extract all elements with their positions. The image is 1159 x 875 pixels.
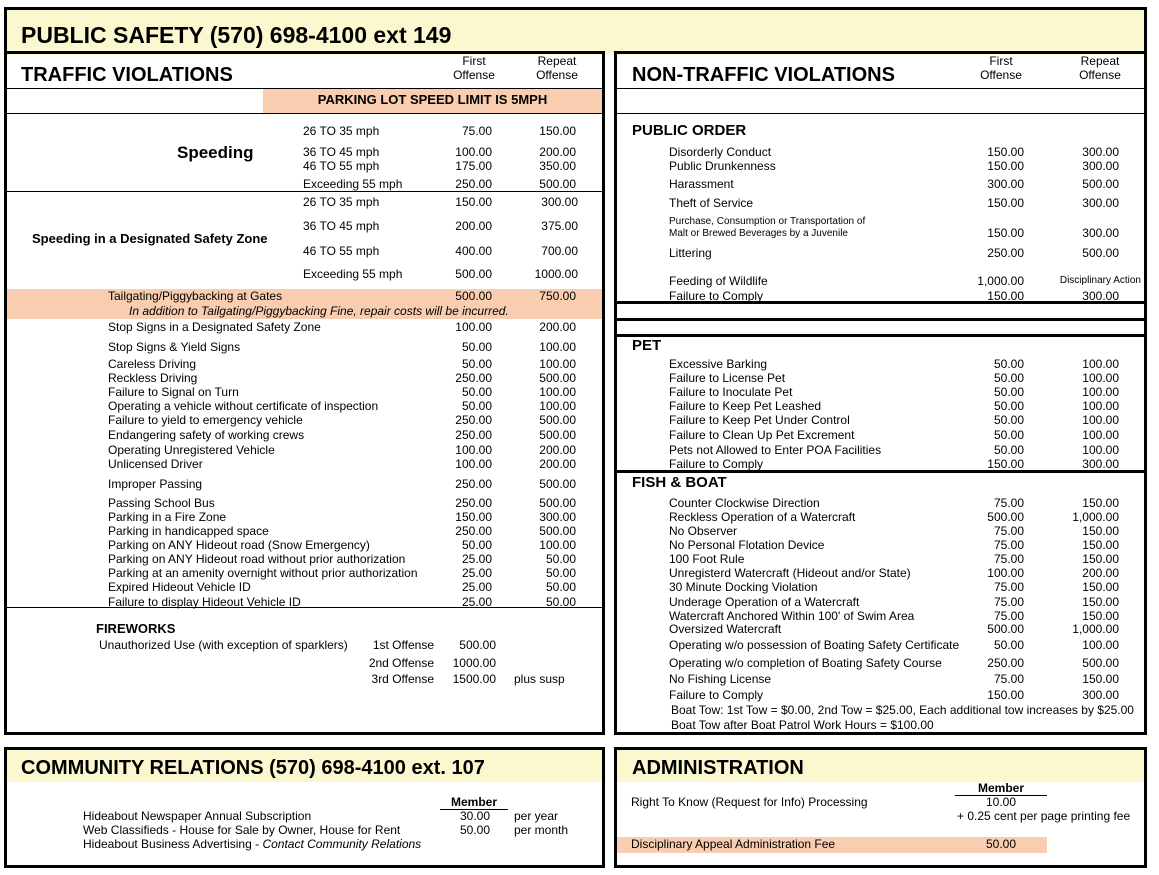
pet-first: 50.00	[993, 385, 1024, 399]
speed-limit-banner: PARKING LOT SPEED LIMIT IS 5MPH	[263, 89, 602, 113]
community-relations-title: COMMUNITY RELATIONS (570) 698-4100 ext. 107	[21, 757, 485, 779]
fish-boat-first: 250.00	[987, 656, 1024, 670]
fish-boat-first: 75.00	[993, 496, 1024, 510]
safety-zone-first: 500.00	[455, 267, 492, 281]
public-order-title: PUBLIC ORDER	[632, 122, 747, 139]
rtk-amount: 10.00	[985, 795, 1017, 809]
public-order-label: Purchase, Consumption or Transportation of Malt or Brewed Beverages by a Juvenile	[669, 216, 866, 239]
fish-boat-title: FISH & BOAT	[632, 474, 727, 491]
pet-label: Failure to Comply	[669, 457, 764, 471]
community-item-amount: 50.00	[459, 823, 490, 837]
boat-tow-note-2: Boat Tow after Boat Patrol Work Hours = $100.00	[671, 718, 934, 732]
divider	[617, 88, 1144, 89]
speeding-repeat: 500.00	[539, 177, 576, 191]
pet-title: PET	[632, 337, 662, 354]
traffic-violation-first: 50.00	[461, 538, 492, 552]
tailgating-first: 500.00	[455, 289, 492, 303]
traffic-violation-label: Failure to yield to emergency vehicle	[108, 413, 303, 427]
fish-boat-label: Operating w/o completion of Boating Safety Course	[669, 656, 942, 670]
fish-boat-label: No Observer	[669, 524, 738, 538]
traffic-violation-label: Endangering safety of working crews	[108, 428, 305, 442]
pet-first: 50.00	[993, 413, 1024, 427]
divider	[617, 301, 1144, 304]
pet-label: Failure to Inoculate Pet	[669, 385, 793, 399]
traffic-violations-title: TRAFFIC VIOLATIONS	[21, 64, 233, 86]
rtk-note: + 0.25 cent per page printing fee	[957, 809, 1131, 823]
community-item-amount: 30.00	[459, 809, 490, 823]
safety-zone-first: 400.00	[455, 244, 492, 258]
nontraffic-violations-title: NON-TRAFFIC VIOLATIONS	[632, 64, 895, 86]
pet-first: 50.00	[993, 443, 1024, 457]
community-item-unit: per month	[514, 823, 569, 837]
pet-first: 50.00	[993, 357, 1024, 371]
public-order-label: Failure to Comply	[669, 289, 764, 303]
public-order-repeat: 300.00	[1082, 196, 1119, 210]
speeding-first: 75.00	[461, 124, 492, 138]
traffic-violation-label: Failure to Signal on Turn	[108, 385, 239, 399]
traffic-violation-repeat: 50.00	[545, 566, 576, 580]
fish-boat-repeat: 150.00	[1082, 496, 1119, 510]
fish-boat-repeat: 150.00	[1082, 580, 1119, 594]
community-item-label: Web Classifieds - House for Sale by Owner, House for Rent	[83, 823, 401, 837]
traffic-violation-first: 50.00	[461, 340, 492, 354]
traffic-violation-repeat: 100.00	[539, 340, 576, 354]
public-order-first: 1,000.00	[977, 274, 1024, 288]
fish-boat-repeat: 150.00	[1082, 672, 1119, 686]
pet-first: 50.00	[993, 428, 1024, 442]
fish-boat-label: Unregisterd Watercraft (Hideout and/or State)	[669, 566, 911, 580]
fish-boat-repeat: 200.00	[1082, 566, 1119, 580]
pet-label: Excessive Barking	[669, 357, 768, 371]
traffic-col-repeat: Repeat Offense	[536, 54, 578, 82]
fireworks-amount: 1500.00	[452, 672, 496, 686]
traffic-violation-first: 250.00	[455, 413, 492, 427]
public-order-first: 150.00	[987, 159, 1024, 173]
traffic-violation-first: 100.00	[455, 320, 492, 334]
traffic-violation-label: Parking on ANY Hideout road without prior authorization	[108, 552, 406, 566]
nontraffic-col-repeat: Repeat Offense	[1079, 54, 1121, 82]
fish-boat-label: Failure to Comply	[669, 688, 764, 702]
traffic-violation-repeat: 500.00	[539, 496, 576, 510]
public-order-repeat: 500.00	[1082, 246, 1119, 260]
traffic-violation-first: 250.00	[455, 496, 492, 510]
fish-boat-first: 100.00	[987, 566, 1024, 580]
fish-boat-label: No Personal Flotation Device	[669, 538, 825, 552]
safety-zone-range: 46 TO 55 mph	[303, 244, 380, 258]
fireworks-extra: plus susp	[514, 672, 565, 686]
traffic-violation-label: Parking at an amenity overnight without prior authorization	[108, 566, 418, 580]
fish-boat-repeat: 1,000.00	[1072, 510, 1119, 524]
fish-boat-first: 50.00	[993, 638, 1024, 652]
speeding-range: 46 TO 55 mph	[303, 159, 380, 173]
traffic-violation-first: 150.00	[455, 510, 492, 524]
traffic-violation-first: 100.00	[455, 457, 492, 471]
community-member-label: Member	[450, 795, 497, 809]
pet-label: Pets not Allowed to Enter POA Facilities	[669, 443, 882, 457]
speeding-first: 175.00	[455, 159, 492, 173]
traffic-violation-first: 50.00	[461, 357, 492, 371]
traffic-violation-label: Passing School Bus	[108, 496, 215, 510]
fish-boat-first: 75.00	[993, 538, 1024, 552]
traffic-violation-label: Stop Signs & Yield Signs	[108, 340, 241, 354]
fish-boat-label: Underage Operation of a Watercraft	[669, 595, 860, 609]
safety-zone-first: 150.00	[455, 195, 492, 209]
community-item-unit: per year	[514, 809, 559, 823]
traffic-violation-label: Operating Unregistered Vehicle	[108, 443, 275, 457]
safety-zone-range: 26 TO 35 mph	[303, 195, 380, 209]
fish-boat-label: Reckless Operation of a Watercraft	[669, 510, 856, 524]
traffic-violation-repeat: 50.00	[545, 595, 576, 609]
public-order-first: 150.00	[987, 145, 1024, 159]
pet-first: 150.00	[987, 457, 1024, 471]
public-order-first: 150.00	[987, 196, 1024, 210]
public-order-repeat: 300.00	[1082, 226, 1119, 240]
traffic-violation-repeat: 100.00	[539, 357, 576, 371]
public-order-first: 300.00	[987, 177, 1024, 191]
traffic-violation-first: 100.00	[455, 443, 492, 457]
traffic-violation-label: Parking in a Fire Zone	[108, 510, 227, 524]
safety-zone-repeat: 375.00	[541, 219, 578, 233]
tailgating-label: Tailgating/Piggybacking at Gates	[108, 289, 283, 303]
traffic-violation-label: Unlicensed Driver	[108, 457, 203, 471]
pet-repeat: 100.00	[1082, 371, 1119, 385]
traffic-violation-repeat: 100.00	[539, 538, 576, 552]
safety-zone-first: 200.00	[455, 219, 492, 233]
pet-repeat: 100.00	[1082, 399, 1119, 413]
advertising-contact: Contact Community Relations	[262, 837, 422, 851]
tailgating-note: In addition to Tailgating/Piggybacking Fine, repair costs will be incurred.	[129, 304, 509, 318]
traffic-violation-repeat: 200.00	[539, 443, 576, 457]
fireworks-offense: 1st Offense	[372, 638, 434, 652]
traffic-violation-repeat: 500.00	[539, 477, 576, 491]
fish-boat-repeat: 300.00	[1082, 688, 1119, 702]
traffic-violation-repeat: 500.00	[539, 428, 576, 442]
public-order-label: Public Drunkenness	[669, 159, 776, 173]
advertising-label: Hideabout Business Advertising -	[83, 837, 263, 851]
traffic-violation-first: 250.00	[455, 477, 492, 491]
speeding-range: 26 TO 35 mph	[303, 124, 380, 138]
fireworks-offense: 3rd Offense	[371, 672, 434, 686]
traffic-violation-first: 50.00	[461, 399, 492, 413]
traffic-violation-repeat: 200.00	[539, 457, 576, 471]
public-order-first: 150.00	[987, 226, 1024, 240]
fish-boat-repeat: 500.00	[1082, 656, 1119, 670]
page-title: PUBLIC SAFETY (570) 698-4100 ext 149	[21, 22, 452, 48]
public-order-label: Disorderly Conduct	[669, 145, 772, 159]
public-order-repeat: Disciplinary Action	[1059, 275, 1141, 286]
traffic-violation-label: Failure to display Hideout Vehicle ID	[108, 595, 301, 609]
fish-boat-first: 75.00	[993, 609, 1024, 623]
fish-boat-repeat: 150.00	[1082, 595, 1119, 609]
fish-boat-first: 75.00	[993, 672, 1024, 686]
divider	[617, 470, 1144, 473]
speeding-first: 100.00	[455, 145, 492, 159]
safety-zone-label: Speeding in a Designated Safety Zone	[32, 231, 268, 246]
traffic-violation-repeat: 200.00	[539, 320, 576, 334]
fish-boat-first: 75.00	[993, 524, 1024, 538]
divider	[7, 607, 602, 608]
public-order-repeat: 500.00	[1082, 177, 1119, 191]
safety-zone-repeat: 300.00	[541, 195, 578, 209]
fish-boat-label: Oversized Watercraft	[669, 622, 782, 636]
fish-boat-first: 75.00	[993, 552, 1024, 566]
pet-label: Failure to License Pet	[669, 371, 786, 385]
fish-boat-label: Counter Clockwise Direction	[669, 496, 820, 510]
pet-label: Failure to Keep Pet Leashed	[669, 399, 822, 413]
safety-zone-repeat: 1000.00	[534, 267, 578, 281]
safety-zone-range: 36 TO 45 mph	[303, 219, 380, 233]
pet-first: 50.00	[993, 371, 1024, 385]
traffic-violation-first: 25.00	[461, 566, 492, 580]
speeding-repeat: 350.00	[539, 159, 576, 173]
nontraffic-col-first: First Offense	[980, 54, 1022, 82]
traffic-violation-first: 50.00	[461, 385, 492, 399]
fish-boat-first: 75.00	[993, 595, 1024, 609]
fish-boat-label: No Fishing License	[669, 672, 772, 686]
fireworks-label: Unauthorized Use (with exception of sparklers)	[99, 638, 348, 652]
traffic-violation-first: 250.00	[455, 524, 492, 538]
public-order-repeat: 300.00	[1082, 289, 1119, 303]
fish-boat-label: 100 Foot Rule	[669, 552, 745, 566]
business-advertising-row	[83, 837, 421, 851]
traffic-violation-label: Stop Signs in a Designated Safety Zone	[108, 320, 321, 334]
administration-title: ADMINISTRATION	[632, 757, 804, 779]
pet-repeat: 100.00	[1082, 385, 1119, 399]
pet-label: Failure to Keep Pet Under Control	[669, 413, 850, 427]
fish-boat-repeat: 150.00	[1082, 524, 1119, 538]
fish-boat-first: 150.00	[987, 688, 1024, 702]
public-order-label: Feeding of Wildlife	[669, 274, 768, 288]
appeal-amount: 50.00	[985, 837, 1017, 851]
fish-boat-repeat: 100.00	[1082, 638, 1119, 652]
traffic-violation-repeat: 500.00	[539, 413, 576, 427]
pet-repeat: 100.00	[1082, 428, 1119, 442]
safety-zone-repeat: 700.00	[541, 244, 578, 258]
tailgating-repeat: 750.00	[539, 289, 576, 303]
fireworks-title: FIREWORKS	[96, 621, 176, 636]
traffic-col-first: First Offense	[453, 54, 495, 82]
traffic-violation-first: 25.00	[461, 580, 492, 594]
traffic-violation-label: Reckless Driving	[108, 371, 198, 385]
public-order-label: Littering	[669, 246, 712, 260]
fireworks-offense: 2nd Offense	[368, 656, 434, 670]
divider	[617, 334, 1144, 337]
public-order-repeat: 300.00	[1082, 145, 1119, 159]
traffic-violation-first: 250.00	[455, 428, 492, 442]
traffic-violation-repeat: 500.00	[539, 524, 576, 538]
fish-boat-label: Operating w/o possession of Boating Safety Certificate	[669, 638, 960, 652]
public-order-first: 150.00	[987, 289, 1024, 303]
speeding-range: Exceeding 55 mph	[303, 177, 403, 191]
pet-repeat: 100.00	[1082, 443, 1119, 457]
fish-boat-repeat: 150.00	[1082, 538, 1119, 552]
community-item-label: Hideabout Newspaper Annual Subscription	[83, 809, 312, 823]
fish-boat-repeat: 150.00	[1082, 609, 1119, 623]
speeding-repeat: 150.00	[539, 124, 576, 138]
fish-boat-first: 75.00	[993, 580, 1024, 594]
fireworks-amount: 500.00	[459, 638, 496, 652]
traffic-violation-label: Careless Driving	[108, 357, 197, 371]
fish-boat-repeat: 150.00	[1082, 552, 1119, 566]
boat-tow-note-1: Boat Tow: 1st Tow = $0.00, 2nd Tow = $25.00, Each additional tow increases by $25.00	[671, 703, 1134, 717]
traffic-violation-label: Parking on ANY Hideout road (Snow Emergency)	[108, 538, 370, 552]
fireworks-amount: 1000.00	[452, 656, 496, 670]
fish-boat-first: 500.00	[987, 510, 1024, 524]
safety-zone-range: Exceeding 55 mph	[303, 267, 403, 281]
traffic-violation-label: Expired Hideout Vehicle ID	[108, 580, 251, 594]
public-order-label: Theft of Service	[669, 196, 754, 210]
speeding-range: 36 TO 45 mph	[303, 145, 380, 159]
pet-repeat: 100.00	[1082, 413, 1119, 427]
traffic-violation-first: 25.00	[461, 595, 492, 609]
speeding-label: Speeding	[177, 143, 254, 162]
fish-boat-repeat: 1,000.00	[1072, 622, 1119, 636]
divider	[7, 191, 602, 192]
traffic-violation-repeat: 50.00	[545, 580, 576, 594]
pet-first: 50.00	[993, 399, 1024, 413]
public-order-label: Harassment	[669, 177, 734, 191]
public-order-first: 250.00	[987, 246, 1024, 260]
fish-boat-label: Watercraft Anchored Within 100' of Swim Area	[669, 609, 915, 623]
rtk-label: Right To Know (Request for Info) Processing	[631, 795, 868, 809]
fish-boat-first: 500.00	[987, 622, 1024, 636]
traffic-violation-repeat: 300.00	[539, 510, 576, 524]
traffic-violation-label: Operating a vehicle without certificate of inspection	[108, 399, 379, 413]
traffic-violation-repeat: 100.00	[539, 385, 576, 399]
traffic-violation-repeat: 500.00	[539, 371, 576, 385]
pet-repeat: 300.00	[1082, 457, 1119, 471]
divider	[617, 113, 1144, 114]
divider	[617, 318, 1144, 321]
admin-member-label: Member	[977, 781, 1024, 795]
public-order-repeat: 300.00	[1082, 159, 1119, 173]
traffic-violation-label: Improper Passing	[108, 477, 203, 491]
divider	[7, 113, 602, 114]
pet-label: Failure to Clean Up Pet Excrement	[669, 428, 855, 442]
appeal-label: Disciplinary Appeal Administration Fee	[631, 837, 836, 851]
fish-boat-label: 30 Minute Docking Violation	[669, 580, 818, 594]
pet-repeat: 100.00	[1082, 357, 1119, 371]
speeding-first: 250.00	[455, 177, 492, 191]
traffic-violation-repeat: 100.00	[539, 399, 576, 413]
traffic-violation-first: 25.00	[461, 552, 492, 566]
traffic-violation-repeat: 50.00	[545, 552, 576, 566]
traffic-violation-label: Parking in handicapped space	[108, 524, 269, 538]
speeding-repeat: 200.00	[539, 145, 576, 159]
traffic-violation-first: 250.00	[455, 371, 492, 385]
